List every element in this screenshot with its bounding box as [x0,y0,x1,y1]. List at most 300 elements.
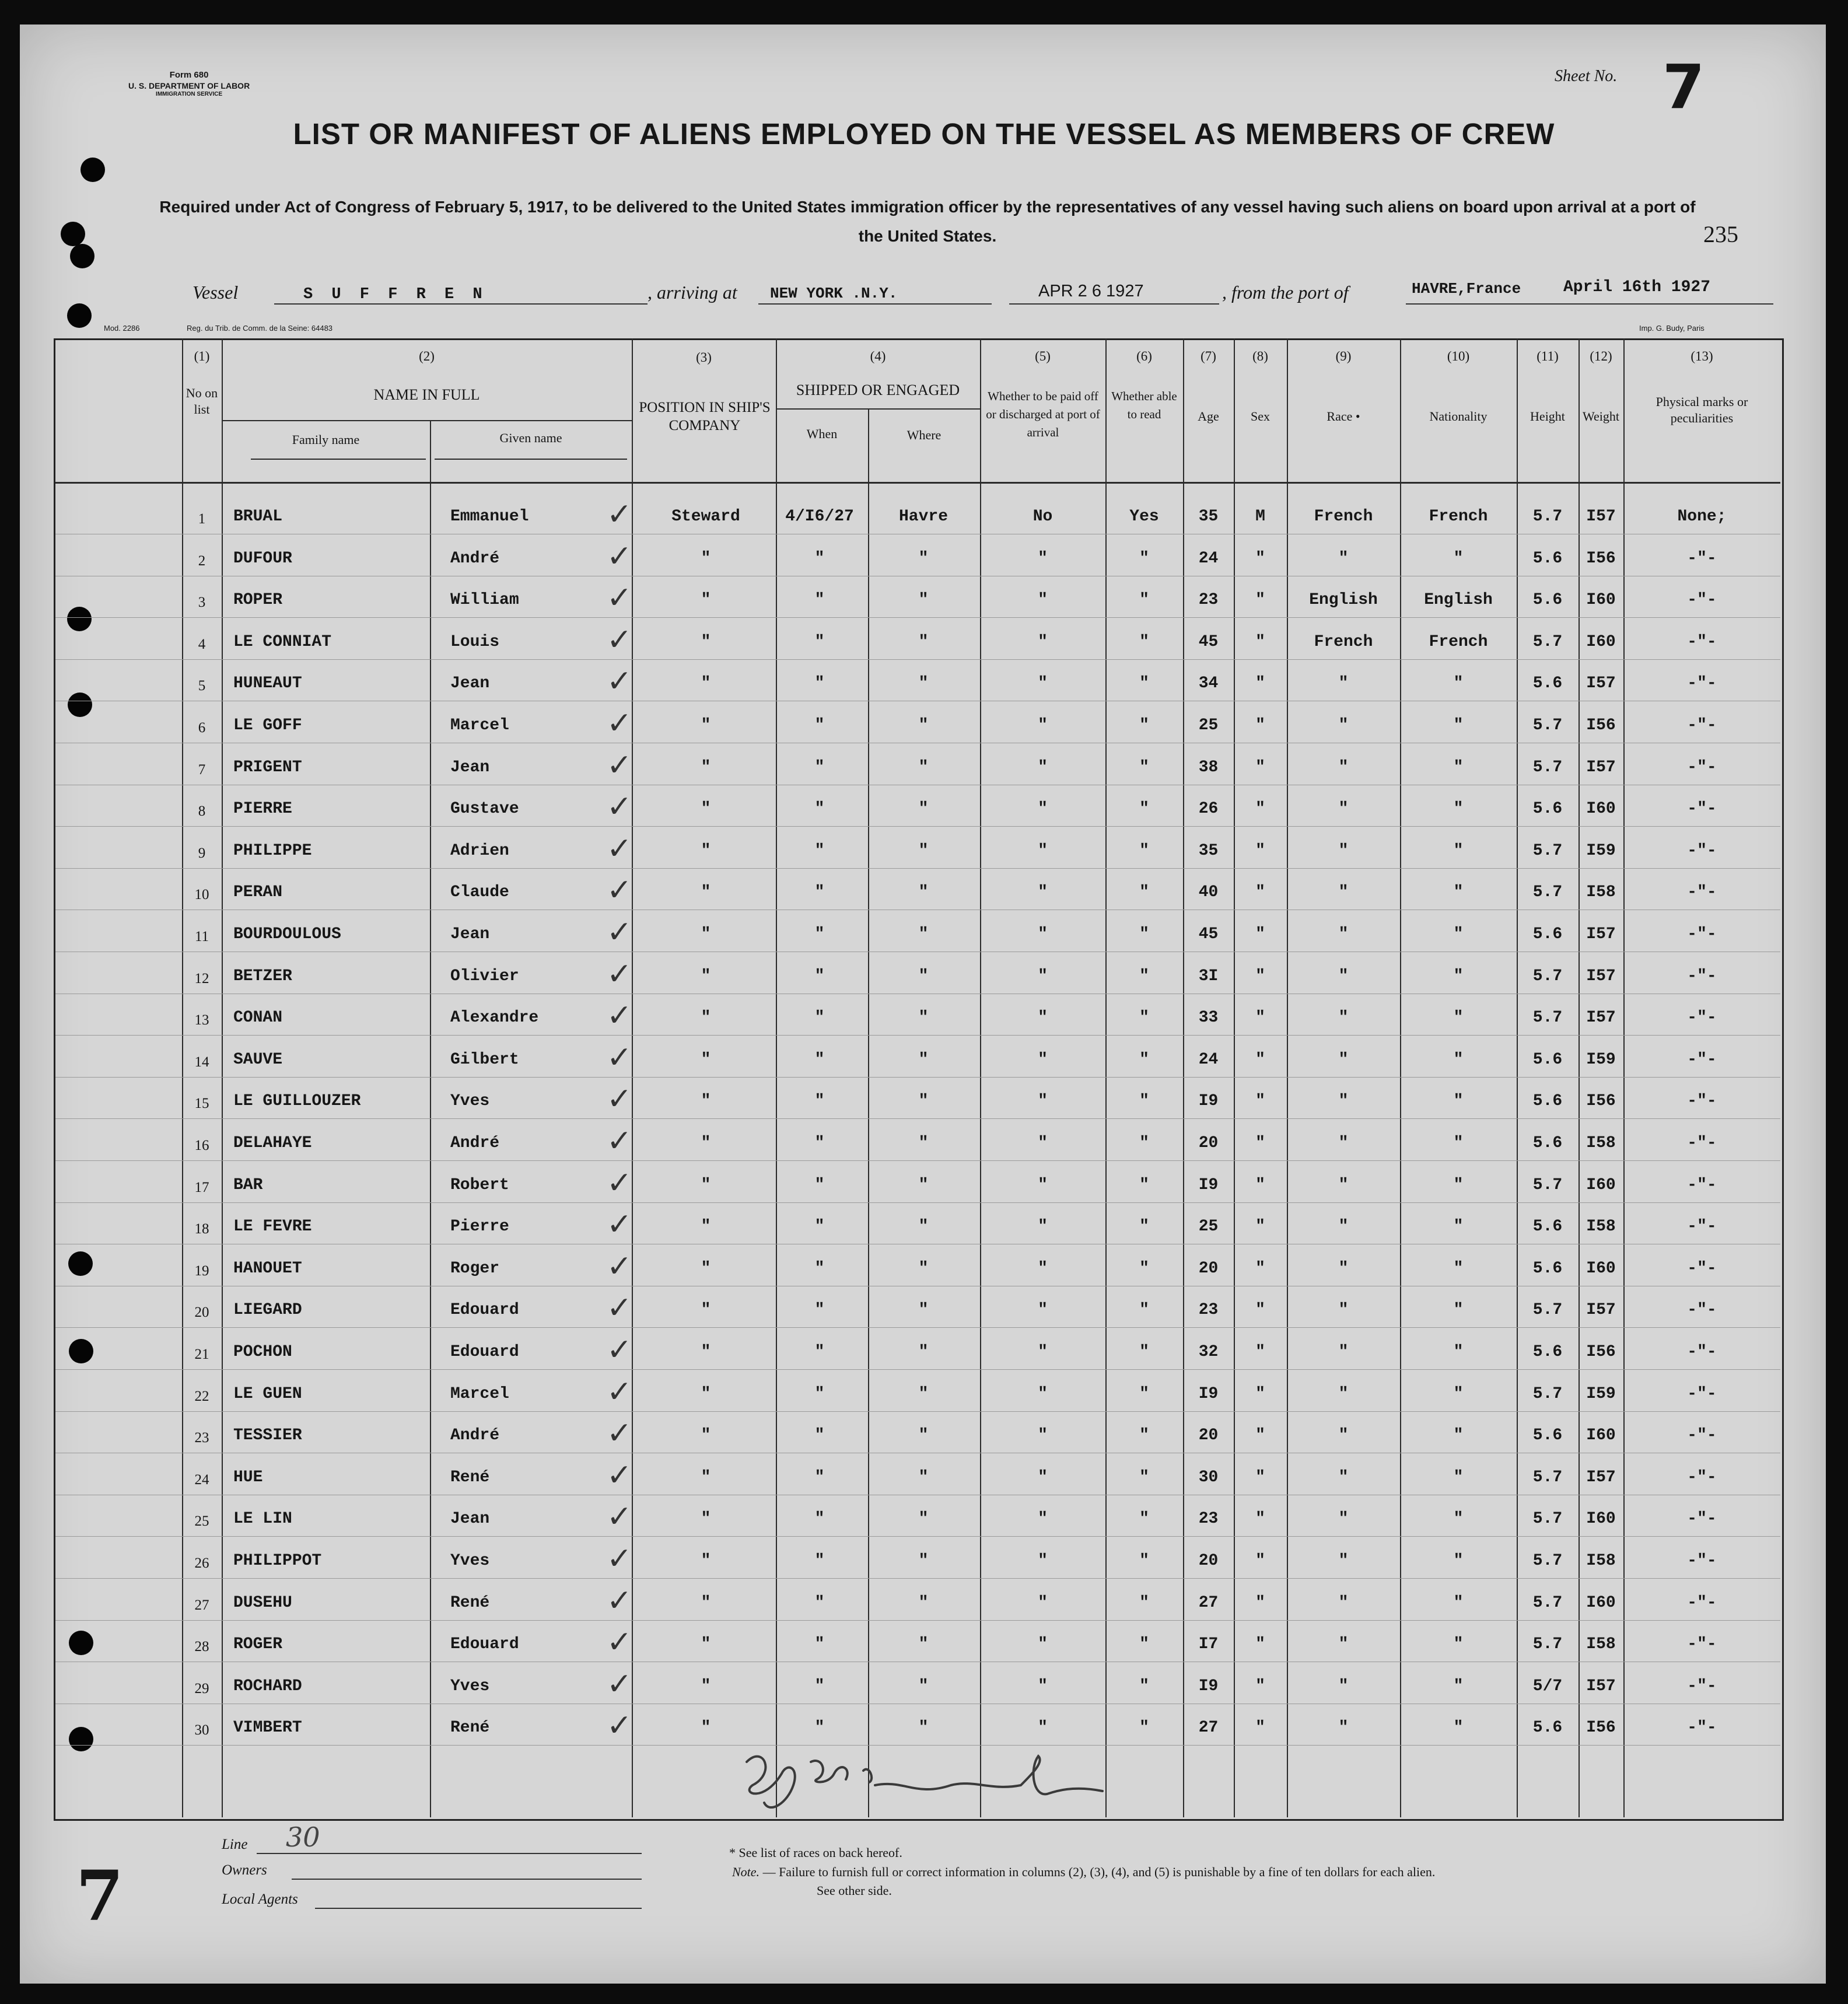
physical-marks: -"- [1687,1426,1717,1445]
col2-number: (2) [419,349,435,363]
shipped-where: " [918,716,929,735]
stamp-number: 235 [1703,221,1738,247]
row-number: 28 [194,1639,209,1655]
nationality: " [1453,1343,1464,1361]
row-number: 26 [194,1555,209,1571]
family-name: BAR [233,1176,263,1194]
weight: I58 [1586,1134,1616,1152]
shipped-where: " [918,1009,929,1027]
col7-number: (7) [1200,349,1216,363]
col6-number: (6) [1136,349,1152,363]
given-name: René [450,1468,490,1487]
paid-off: " [1038,1259,1048,1278]
height: 5.7 [1532,967,1563,985]
race: " [1338,1050,1349,1069]
table-row [0,1625,1848,1670]
age: 20 [1198,1259,1219,1278]
given-name: Olivier [450,967,519,985]
shipped-when: " [814,883,825,902]
age: 35 [1198,508,1219,526]
position: " [701,1384,711,1403]
col6-header: Whether able to read [1111,389,1177,421]
position: " [701,841,711,860]
check-mark: ✓ [607,915,632,950]
age: I7 [1198,1635,1219,1654]
height: 5.6 [1532,800,1563,819]
paid-off: " [1038,1593,1048,1612]
age: 25 [1198,716,1219,735]
col9-number: (9) [1335,349,1352,363]
col7-header: Age [1198,409,1219,424]
row-number: 1 [198,511,206,527]
row-number: 21 [194,1347,209,1362]
row-number: 18 [194,1221,209,1237]
age: 45 [1198,632,1219,651]
shipped-when: " [814,549,825,568]
able-to-read: " [1139,1092,1149,1111]
family-name: PERAN [233,883,283,902]
position: Steward [671,508,740,526]
paid-off: " [1038,1719,1048,1737]
penalty-note [732,1865,1435,1880]
shipped-where: " [918,1176,929,1194]
race: " [1338,1635,1349,1654]
nationality: English [1424,591,1493,610]
sex: " [1255,883,1265,902]
position: " [701,716,711,735]
row-number: 9 [198,845,206,861]
position: " [701,1301,711,1320]
vessel-name: S U F F R E N [303,286,487,303]
sex: M [1255,508,1265,526]
physical-marks: -"- [1687,1176,1717,1194]
physical-marks: -"- [1687,1301,1717,1320]
physical-marks: -"- [1687,800,1717,819]
owners-underline [292,1879,642,1880]
sex: " [1255,925,1265,943]
weight: I56 [1586,1719,1616,1737]
shipped-when: " [814,758,825,777]
shipped-when: 4/I6/27 [785,508,854,526]
officer-signature [729,1739,1114,1820]
height: 5.7 [1532,1468,1563,1487]
check-mark: ✓ [607,956,632,992]
col5-number: (5) [1035,349,1051,363]
family-name: DUSEHU [233,1593,292,1612]
sex: " [1255,800,1265,819]
height: 5.6 [1532,1259,1563,1278]
nationality: " [1453,1176,1464,1194]
family-name: ROGER [233,1635,283,1654]
nationality: " [1453,674,1464,693]
table-row [0,873,1848,918]
age: I9 [1198,1384,1219,1403]
family-name: DELAHAYE [233,1134,312,1152]
paid-off: " [1038,1510,1048,1529]
sex: " [1255,1468,1265,1487]
paid-off: " [1038,841,1048,860]
table-row [0,664,1848,709]
weight: I59 [1586,1050,1616,1069]
family-name: HUNEAUT [233,674,302,693]
agents-underline [315,1908,642,1909]
check-mark: ✓ [607,1124,632,1159]
weight: I56 [1586,1092,1616,1111]
table-row [0,1499,1848,1545]
sex: " [1255,841,1265,860]
from-label: , from the port of [1222,282,1349,303]
given-name: Gustave [450,800,519,819]
arriving-label: , arriving at [648,282,737,303]
position: " [701,632,711,651]
position: " [701,1593,711,1612]
nationality: " [1453,1552,1464,1570]
position: " [701,1635,711,1654]
position: " [701,967,711,985]
given-name: André [450,1134,500,1152]
physical-marks: -"- [1687,1552,1717,1570]
race: " [1338,1176,1349,1194]
family-name: DUFOUR [233,549,292,568]
family-name: VIMBERT [233,1719,302,1737]
table-row [0,538,1848,585]
row-number: 8 [198,803,206,820]
col11-header: Height [1530,409,1565,424]
check-mark: ✓ [607,1332,632,1368]
nationality: " [1453,841,1464,860]
shipped-where: " [918,1301,929,1320]
race: " [1338,549,1349,568]
nationality: " [1453,1259,1464,1278]
weight: I57 [1586,925,1616,943]
position: " [701,800,711,819]
nationality: French [1429,632,1488,651]
height: 5.7 [1532,841,1563,860]
race: French [1314,632,1373,651]
able-to-read: " [1139,549,1149,568]
col2-header: NAME IN FULL [373,386,480,403]
physical-marks: -"- [1687,632,1717,651]
weight: I58 [1586,1218,1616,1236]
check-mark: ✓ [607,998,632,1034]
row-number: 4 [198,636,206,652]
position: " [701,883,711,902]
check-mark: ✓ [607,580,632,616]
position: " [701,1552,711,1570]
age: 33 [1198,1009,1219,1027]
shipped-when: " [814,800,825,819]
physical-marks: -"- [1687,1510,1717,1529]
able-to-read: " [1139,925,1149,943]
sex: " [1255,1218,1265,1236]
able-to-read: " [1139,1134,1149,1152]
weight: I57 [1586,674,1616,693]
age: 26 [1198,800,1219,819]
nationality: " [1453,800,1464,819]
sex: " [1255,1552,1265,1570]
shipped-where: " [918,1593,929,1612]
given-name: Jean [450,758,490,777]
given-name: Pierre [450,1218,509,1236]
age: 27 [1198,1593,1219,1612]
check-mark: ✓ [607,873,632,908]
family-name: PIERRE [233,800,292,819]
height: 5.6 [1532,1134,1563,1152]
nationality: " [1453,1092,1464,1111]
row-number: 15 [194,1096,209,1112]
shipped-when: " [814,674,825,693]
able-to-read: " [1139,1343,1149,1361]
check-mark: ✓ [607,538,632,574]
position: " [701,1426,711,1445]
check-mark: ✓ [607,1666,632,1702]
height: 5.6 [1532,1426,1563,1445]
physical-marks: -"- [1687,967,1717,985]
race: " [1338,1301,1349,1320]
row-number: 13 [194,1012,209,1029]
shipped-when: " [814,1510,825,1529]
paid-off: " [1038,800,1048,819]
shipped-where: Havre [898,508,948,526]
nationality: " [1453,925,1464,943]
table-row [0,956,1848,1002]
check-mark: ✓ [607,497,632,532]
paid-off: " [1038,1677,1048,1695]
shipped-when: " [814,1301,825,1320]
port-underline [1406,303,1773,305]
vessel-underline [274,303,648,305]
shipped-where: " [918,1719,929,1737]
line-underline [257,1853,642,1854]
given-name: Edouard [450,1301,519,1320]
shipped-when: " [814,1426,825,1445]
position: " [701,1343,711,1361]
age: 24 [1198,1050,1219,1069]
able-to-read: Yes [1129,508,1159,526]
paid-off: " [1038,1176,1048,1194]
able-to-read: " [1139,591,1149,610]
family-name: LIEGARD [233,1301,302,1320]
col10-header: Nationality [1429,409,1488,424]
check-mark: ✓ [607,1416,632,1452]
table-row [0,1248,1848,1295]
shipped-when: " [814,1593,825,1612]
line-value: 30 [286,1821,320,1853]
row-number: 30 [194,1722,209,1739]
race: " [1338,1384,1349,1403]
nationality: " [1453,1301,1464,1320]
shipped-when: " [814,1719,825,1737]
shipped-where: " [918,1050,929,1069]
race: " [1338,1552,1349,1570]
paid-off: " [1038,591,1048,610]
nationality: " [1453,549,1464,568]
sex: " [1255,1092,1265,1111]
given-underline [435,459,627,460]
shipped-when: " [814,1134,825,1152]
family-name: POCHON [233,1343,292,1361]
check-mark: ✓ [607,1207,632,1243]
check-mark: ✓ [607,1374,632,1410]
given-name: Edouard [450,1343,519,1361]
row-number: 14 [194,1054,209,1070]
table-row [0,1374,1848,1420]
height: 5.7 [1532,632,1563,651]
nationality: " [1453,1218,1464,1236]
able-to-read: " [1139,1259,1149,1278]
weight: I57 [1586,1301,1616,1320]
page-subtitle: Required under Act of Congress of February 5, 1917, to be delivered to the United States immigration officer by the representatives of any vessel having such aliens on board upon arrival at a port of the United States. [159,198,1696,245]
check-mark: ✓ [607,1165,632,1201]
table-row [0,1332,1848,1378]
table-row [0,622,1848,668]
race: " [1338,1426,1349,1445]
age: 40 [1198,883,1219,902]
position: " [701,1092,711,1111]
position: " [701,1719,711,1737]
row-number: 16 [194,1138,209,1153]
race: " [1338,758,1349,777]
table-row [0,831,1848,877]
race: " [1338,967,1349,985]
shipped-where: " [918,1677,929,1695]
table-row [0,1082,1848,1127]
col4-when-header: When [806,426,838,441]
shipped-when: " [814,1050,825,1069]
position: " [701,758,711,777]
given-name: Yves [450,1677,490,1695]
age: 27 [1198,1719,1219,1737]
table-row [0,580,1848,626]
sex: " [1255,1635,1265,1654]
nationality: French [1429,508,1488,526]
row-number: 20 [194,1304,209,1321]
family-name: LE GOFF [233,716,302,735]
age: 24 [1198,549,1219,568]
table-row [0,1666,1848,1712]
check-mark: ✓ [607,706,632,741]
able-to-read: " [1139,1050,1149,1069]
able-to-read: " [1139,1677,1149,1695]
able-to-read: " [1139,1593,1149,1612]
sex: " [1255,549,1265,568]
row-number: 2 [198,552,206,569]
able-to-read: " [1139,883,1149,902]
age: 34 [1198,674,1219,693]
sex: " [1255,1259,1265,1278]
arriving-port: NEW YORK .N.Y. [770,285,898,302]
weight: I59 [1586,1384,1616,1403]
row-number: 3 [198,594,206,611]
check-mark: ✓ [607,831,632,866]
form-service: IMMIGRATION SERVICE [156,91,223,98]
nationality: " [1453,1050,1464,1069]
paid-off: " [1038,967,1048,985]
given-name: Edouard [450,1635,519,1654]
shipped-where: " [918,1635,929,1654]
form-department: U. S. DEPARTMENT OF LABOR [128,81,250,90]
height: 5.7 [1532,883,1563,902]
shipped-when: " [814,1468,825,1487]
given-name: René [450,1593,490,1612]
shipped-where: " [918,1218,929,1236]
table-row [0,1207,1848,1253]
race: " [1338,883,1349,902]
age: 25 [1198,1218,1219,1236]
height: 5.6 [1532,1218,1563,1236]
paid-off: " [1038,1092,1048,1111]
race: " [1338,1677,1349,1695]
given-name: Marcel [450,1384,509,1403]
race: French [1314,508,1373,526]
paid-off: " [1038,1134,1048,1152]
given-name: Alexandre [450,1009,539,1027]
physical-marks: -"- [1687,1677,1717,1695]
able-to-read: " [1139,716,1149,735]
table-row [0,1040,1848,1086]
position: " [701,549,711,568]
able-to-read: " [1139,841,1149,860]
col3-number: (3) [696,350,712,365]
height: 5.6 [1532,1343,1563,1361]
sex: " [1255,1050,1265,1069]
shipped-when: " [814,632,825,651]
shipped-where: " [918,1384,929,1403]
nationality: " [1453,1426,1464,1445]
race: " [1338,1259,1349,1278]
paid-off: " [1038,1009,1048,1027]
height: 5.7 [1532,1593,1563,1612]
col13-header: Physical marks or peculiarities [1656,394,1748,425]
shipped-when: " [814,591,825,610]
shipped-where: " [918,1426,929,1445]
family-name: HUE [233,1468,263,1487]
table-row [0,1583,1848,1629]
punch-hole [61,222,85,246]
check-mark: ✓ [607,789,632,825]
col4-number: (4) [870,349,886,363]
nationality: " [1453,758,1464,777]
sex: " [1255,674,1265,693]
date-stamp: APR 2 6 1927 [1038,282,1144,300]
weight: I59 [1586,841,1616,860]
weight: I60 [1586,1510,1616,1529]
given-name: Gilbert [450,1050,519,1069]
row-number: 29 [194,1680,209,1697]
physical-marks: -"- [1687,716,1717,735]
physical-marks: -"- [1687,1092,1717,1111]
able-to-read: " [1139,758,1149,777]
able-to-read: " [1139,1635,1149,1654]
table-row [0,1165,1848,1211]
able-to-read: " [1139,1218,1149,1236]
weight: I60 [1586,1176,1616,1194]
height: 5.6 [1532,549,1563,568]
age: 23 [1198,1301,1219,1320]
sex: " [1255,632,1265,651]
weight: I58 [1586,1552,1616,1570]
paid-off: " [1038,1050,1048,1069]
weight: I56 [1586,1343,1616,1361]
physical-marks: -"- [1687,1009,1717,1027]
given-name: René [450,1719,490,1737]
shipped-where: " [918,1134,929,1152]
sex: " [1255,967,1265,985]
physical-marks: -"- [1687,925,1717,943]
race: " [1338,1510,1349,1529]
row-number: 6 [198,720,206,736]
height: 5/7 [1532,1677,1563,1695]
